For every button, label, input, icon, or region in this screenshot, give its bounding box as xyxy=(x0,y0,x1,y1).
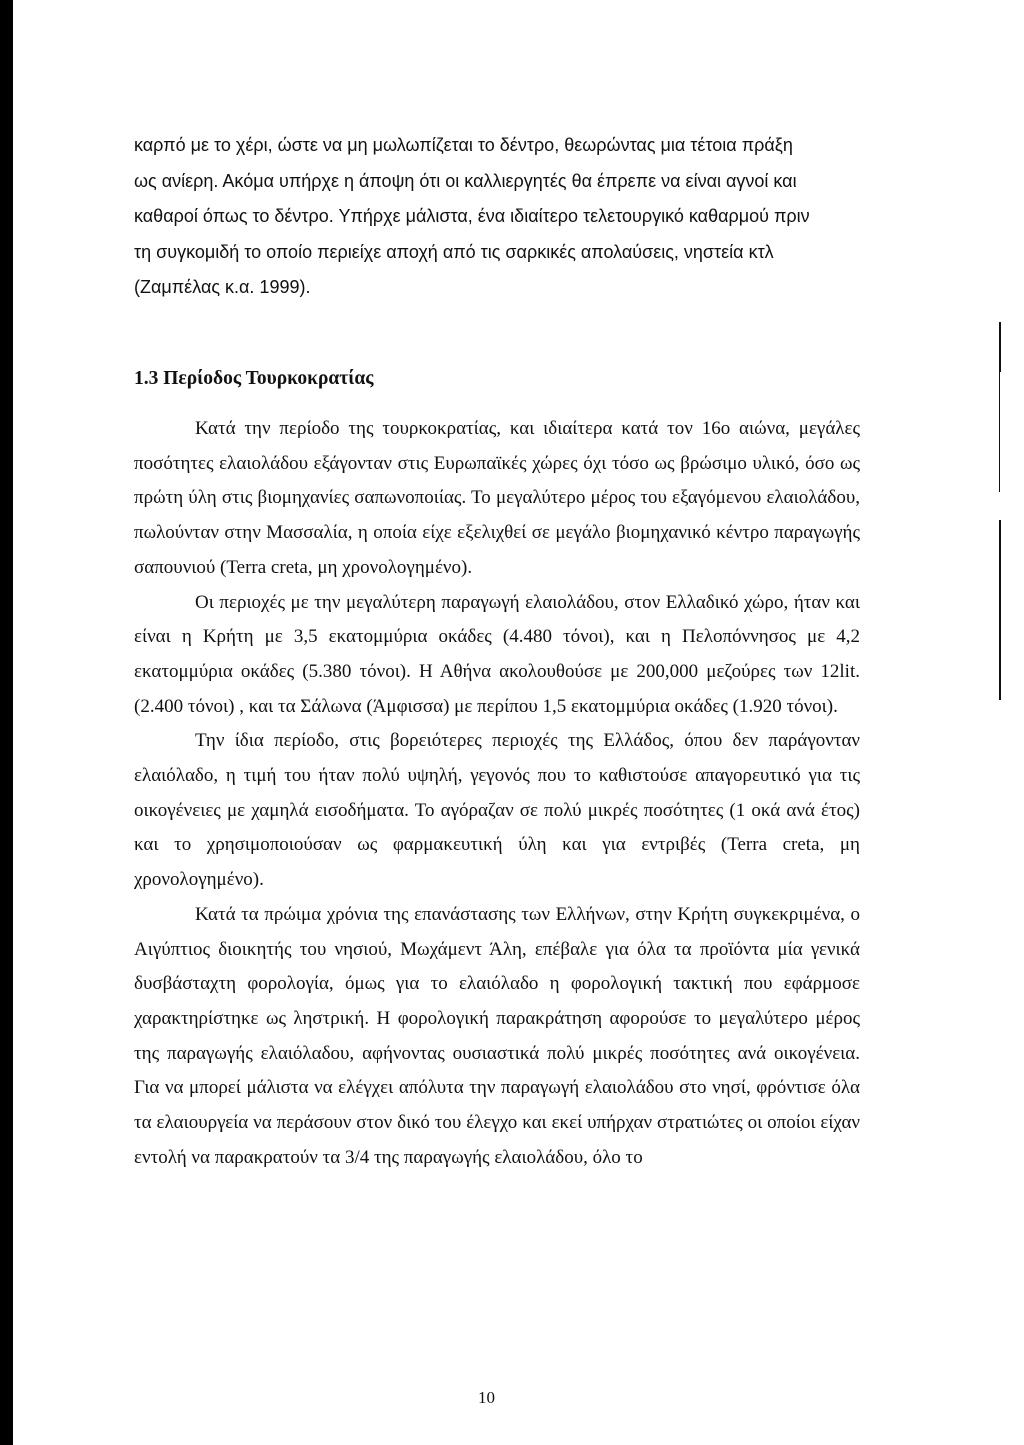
document-page xyxy=(13,0,1024,1445)
section-body xyxy=(134,412,860,1175)
margin-scan-mark xyxy=(999,520,1001,700)
section-heading: 1.3 Περίοδος Τουρκοκρατίας xyxy=(134,368,374,389)
intro-line: ως ανίερη. Ακόμα υπήρχε η άποψη ότι οι καλλιεργητές θα έπρεπε να είναι αγνοί και xyxy=(134,170,797,191)
body-paragraph: Κατά την περίοδο της τουρκοκρατίας, και ιδιαίτερα κατά τον 16ο αιώνα, μεγάλες ποσότητες ελαιολάδου εξάγονταν στις Ευρωπαϊκές χώρες όχι τόσο ως βρώσιμο υλικό, όσο ως πρώτη ύλη στις βιομηχανίες σαπωνοποιίας. Το μεγαλύτερο μέρος του εξαγόμενου ελαιολάδου, πωλούνταν στην Μασσαλία, η οποία είχε εξελιχθεί σε μεγάλο βιομηχανικό κέντρο παραγωγής σαπουνιού (Terra creta, μη χρονολογημένο). xyxy=(134,418,860,578)
margin-scan-mark xyxy=(999,322,1001,372)
body-paragraph: Κατά τα πρώιμα χρόνια της επανάστασης των Ελλήνων, στην Κρήτη συγκεκριμένα, ο Αιγύπτιος διοικητής του νησιού, Μωχάμεντ Άλη, επέβαλε για όλα τα προϊόντα μία γενικά δυσβάσταχτη φορολογία, όμως για το ελαιόλαδο η φορολογική τακτική που εφάρμοσε χαρακτηρίστηκε ως ληστρική. Η φορολογική παρακράτηση αφορούσε το μεγαλύτερο μέρος της παραγωγής ελαιόλαδου, αφήνοντας ουσιαστικά πολύ μικρές ποσότητες ανά οικογένεια. Για να μπορεί μάλιστα να ελέγχει απόλυτα την παραγωγή ελαιολάδου στο νησί, φρόντισε όλα τα ελαιουργεία να περάσουν στον δικό του έλεγχο και εκεί υπήρχαν στρατιώτες οι οποίοι είχαν εντολή να παρακρατούν τα 3/4 της παραγωγής ελαιολάδου, όλο το xyxy=(134,903,860,1168)
body-paragraph: Την ίδια περίοδο, στις βορειότερες περιοχές της Ελλάδος, όπου δεν παράγονταν ελαιόλαδο, η τιμή του ήταν πολύ υψηλή, γεγονός που το καθιστούσε απαγορευτικό για τις οικογένειες με χαμηλά εισοδήματα. Το αγόραζαν σε πολύ μικρές ποσότητες (1 οκά ανά έτος) και το χρησιμοποιούσαν ως φαρμακευτική ύλη και για εντριβές (Terra creta, μη χρονολογημένο). xyxy=(134,730,860,891)
margin-scan-mark xyxy=(999,372,1000,492)
intro-paragraph xyxy=(134,128,860,306)
intro-line: (Ζαμπέλας κ.α. 1999). xyxy=(134,277,311,297)
body-paragraph: Οι περιοχές με την μεγαλύτερη παραγωγή ελαιολάδου, στον Ελλαδικό χώρο, ήταν και είναι η Κρήτη με 3,5 εκατομμύρια οκάδες (4.480 τόνοι), και η Πελοπόννησος με 4,2 εκατομμύρια οκάδες (5.380 τόνοι). Η Αθήνα ακολουθούσε με 200,000 μεζούρες των 12lit. (2.400 τόνοι) , και τα Σάλωνα (Άμφισσα) με περίπου 1,5 εκατομμύρια οκάδες (1.920 τόνοι). xyxy=(134,591,860,717)
intro-line: καθαροί όπως το δέντρο. Υπήρχε μάλιστα, ένα ιδιαίτερο τελετουργικό καθαρμού πριν xyxy=(134,206,810,226)
intro-line: τη συγκομιδή το οποίο περιείχε αποχή από τις σαρκικές απολαύσεις, νηστεία κτλ xyxy=(134,241,774,262)
intro-line: καρπό με το χέρι, ώστε να μη μωλωπίζεται το δέντρο, θεωρώντας μια τέτοια πράξη xyxy=(134,135,793,155)
page-number-text: 10 xyxy=(478,1388,495,1407)
page-number xyxy=(13,1388,1024,1408)
page-content xyxy=(134,128,860,1168)
